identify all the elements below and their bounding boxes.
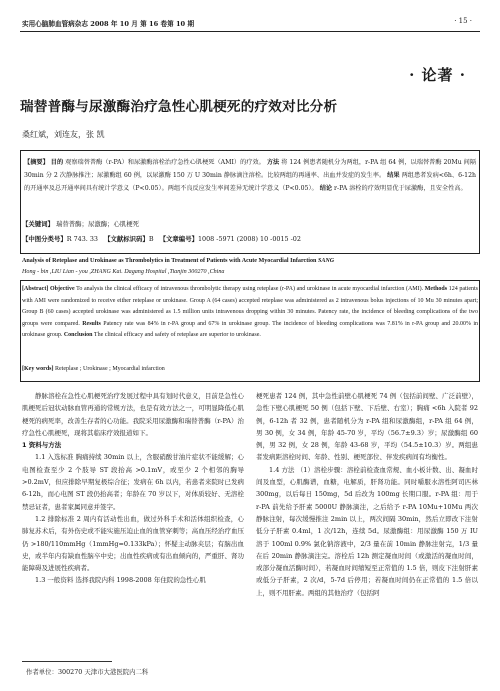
clc-value: R 743. 33 [66,235,98,243]
clc-label: 【中图分类号】 [22,235,67,243]
abstract-cn-conclusion: r-PA 溶栓的疗效明显优于尿激酶，且安全性高。 [332,185,467,192]
authors: 桑红斌，刘连友，张 凯 [22,130,105,139]
english-title-tail: SANG [317,258,335,264]
body-paragraph: 1.4 方法 （1）溶栓步骤：溶栓前检查血常规、血小板计数、出、凝血时间及血型，心肌酶谱，血糖，电解质，肝肾功能。同时嚼服水溶性阿司匹林 300mg，以后每日 150mg，5d 后改为 100mg 长期口服。r-PA 组：用于 r-PA 前先给予肝素 5000U 静脉滴注，之后给予 r-PA 10Mu+10Mu 两次静脉注射，每次缓慢推注 2min 以上，两次间隔 30min，然后立即改下注射低分子肝素 0.4ml，1 次/12h，连续 5d。尿激酶组：用尿激酶 150 万 IU 溶于 100ml 0.9% 氯化钠溶液中，2/3 量在前 10min 静脉注射完，1/3 量在后 20min 静脉滴注完。溶栓后 12h 测定凝血时间（或激活的凝血时间，或部分凝血活酶时间），若凝血时间缩短至正常值的 1.5 倍，则皮下注射肝素或低分子肝素，2 次/d，5-7d 后停用；若凝血时间仍在正常值的 1.5 倍以上，则不用肝素。两组的其他治疗（包括阿 [256,465,478,597]
abstract-cn-methods: 将 124 例患者随机分为两组，r-PA 组 64 例，以瑞替普酶 20Mu 间隔 30min 分 2 次静脉推注；尿激酶组 60 例，以尿激酶 150 万 U 30min 静脉滴注溶栓。比较两组的再通率、出血并发症的发生率。 [24,159,477,179]
abstract-cn [24,156,476,195]
journal-header: 实用心脑肺血管病杂志 2008 年 10 月 第 16 卷第 10 期 [22,20,195,28]
body-paragraph: 1.1 入选标准 胸痛持续 30min 以上，含服硝酸甘油片症状不能缓解；心电图检查至少 2 个肢导 ST 段抬高 >0.1mV，或至少 2 个相邻的胸导 >0.2mV，但应排除早期复极综合征；发病在 6h 以内，若患者来院时已发病 6-12h，而心电图 ST 段仍抬高者；年龄在 70 岁以下，对体质较好、无溶栓禁忌证者，患者家属同意并签字。 [22,453,244,511]
abstract-en-objective-head: Objective [49,286,75,292]
english-keywords-label: [Key words] [22,366,54,372]
english-title [22,256,480,267]
english-title-text: Analysis of Reteplase and Urokinase as Thrombolytics in Treatment of Patients with Acute Myocardial Infarction [22,258,317,264]
page-number: · 15 · [454,17,472,25]
english-authors: Hong - bin ,LIU Lian - you ,ZHANG Kai. Dagang Hospital ,Tianjin 300270 ,China [22,269,225,275]
abstract-cn-label: 【摘要】 [24,159,49,166]
classification-line [22,234,301,243]
article-id-value: 1008 -5971 (2008) 10 -0015 -02 [197,235,301,243]
header-rule [20,31,480,32]
keywords-cn-label: 【关键词】 [22,220,54,228]
keywords-cn [22,219,139,228]
abstract-en-conclusion-head: Conclusion [63,332,93,339]
section-label: · 论著 · [409,66,466,84]
body-paragraph: 梗死患者 124 例，其中急性前壁心肌梗死 74 例（包括前间壁、广泛前壁），急性下壁心肌梗死 50 例（包括下壁、下后壁、右室）；胸痛 <6h 入院者 92 例，6-12h 者 32 例，患者随机分为 r-PA 组和尿激酶组，r-PA 组 64 例，男 30 例，女 34 例，年龄 45-70 岁，平均（56.7±9.3）岁；尿激酶组 60 例，男 32 例，女 28 例，年龄 43-68 岁，平均（54.5±10.3）岁。两组患者发病距溶栓时间、年龄、性别、梗死部位、伴发疾病间有均衡性。 [256,392,478,462]
doc-code-label: 【文献标识码】 [104,235,149,243]
footnote-rule [22,661,112,662]
abstract-en-conclusion: The clinical efficacy and safety of reteplase are superior to urokinase. [92,332,261,339]
abstract-cn-results-head: 结果 [387,172,400,179]
abstract-en-results-head: Results [82,320,101,327]
abstract-cn-conclusion-head: 结论 [319,185,333,192]
body-paragraph: 1.3 一般资料 选择我院内科 1998-2008 年住院的急性心肌 [35,576,206,585]
abstract-cn-objective: 观察瑞替普酶（r-PA）和尿激酶溶栓治疗急性心肌梗死（AMI）的疗效。 [63,159,265,166]
body-paragraph: 1.2 排除标准 2 周内有活动性出血，做过外科手术和活体组织检查，心肺复苏术后，有外伤史或不能实施压迫止血的血管穿刺等；高血压经治疗血压仍 >180/110mmHg（1mmHg=0.133kPa）；怀疑主动脉夹层；有脑出血史，或半年内有缺血性脑卒中史；出血性疾病或有出血倾向的，严重肝、肾功能障碍及进展性疾病者。 [22,514,244,573]
keywords-cn-text: 瑞替普酶；尿激酶；心肌梗死 [56,220,140,228]
abstract-cn-methods-head: 方法 [266,159,280,166]
abstract-en-label: [Abstract] [22,286,49,292]
body-paragraph: 静脉溶栓在急性心肌梗死治疗发展过程中具有划时代意义，目前是急性心肌梗死后冠状动脉血管再通的常规方法，也是有效方法之一，可明显降低心肌梗死的病死率，改善生存者的心功能。我院采用尿激酶和瑞替普酶（r-PA）治疗急性心肌梗死，现将其临床疗效报道如下。 [22,392,244,437]
english-keywords-text: Reteplase ; Urokinase ; Myocardial infarction [55,366,165,372]
abstract-en-methods: 124 patients with AMI were randomized to receive either reteplase or urokinase. Group A (64 cases) accepted reteplase was administered as 2 intravenous bolus injections of 10 Mu 30 minutes apart; Group B (60 cases) accepted urokinase was administered as 1.5 million units intravenous dropping within 30 minutes. Patency rate, the incidence of bleeding complications of the two groups were compared. [22,286,478,327]
section-heading: 1 资料与方法 [22,441,62,450]
body-column-right [256,390,478,599]
article-title: 瑞替普酶与尿激酶治疗急性心肌梗死的疗效对比分析 [20,99,338,115]
abstract-en-objective: To analysis the clinical efficacy of intravenous thrombolytic therapy using reteplase (r-PA) and urokinase in acute myocardial infarction (AMI). [74,286,425,292]
abstract-cn-results: 两组患者发病<6h、6-12h 的开通率及总开通率间具有统计学意义（P<0.05）。两组不良反应发生率间差异无统计学意义（P<0.05）。 [24,172,477,192]
author-affiliation-footnote: 作者单位：300270 天津市大港医院内二科 [26,668,149,676]
article-id-label: 【文章编号】 [159,235,198,243]
abstract-cn-objective-head: 目的 [50,159,64,166]
abstract-en-methods-head: Methods [424,286,448,292]
english-keywords [22,366,165,372]
abstract-en [22,284,478,342]
abstract-en-results: Patency rate was 84% in r-PA group and 67% in urokinase group. The incidence of bleeding complications was 7.81% in r-PA group and 20.00% in urokinase group. [22,320,478,339]
doc-code-value: B [148,235,154,243]
body-column-left [22,390,244,587]
